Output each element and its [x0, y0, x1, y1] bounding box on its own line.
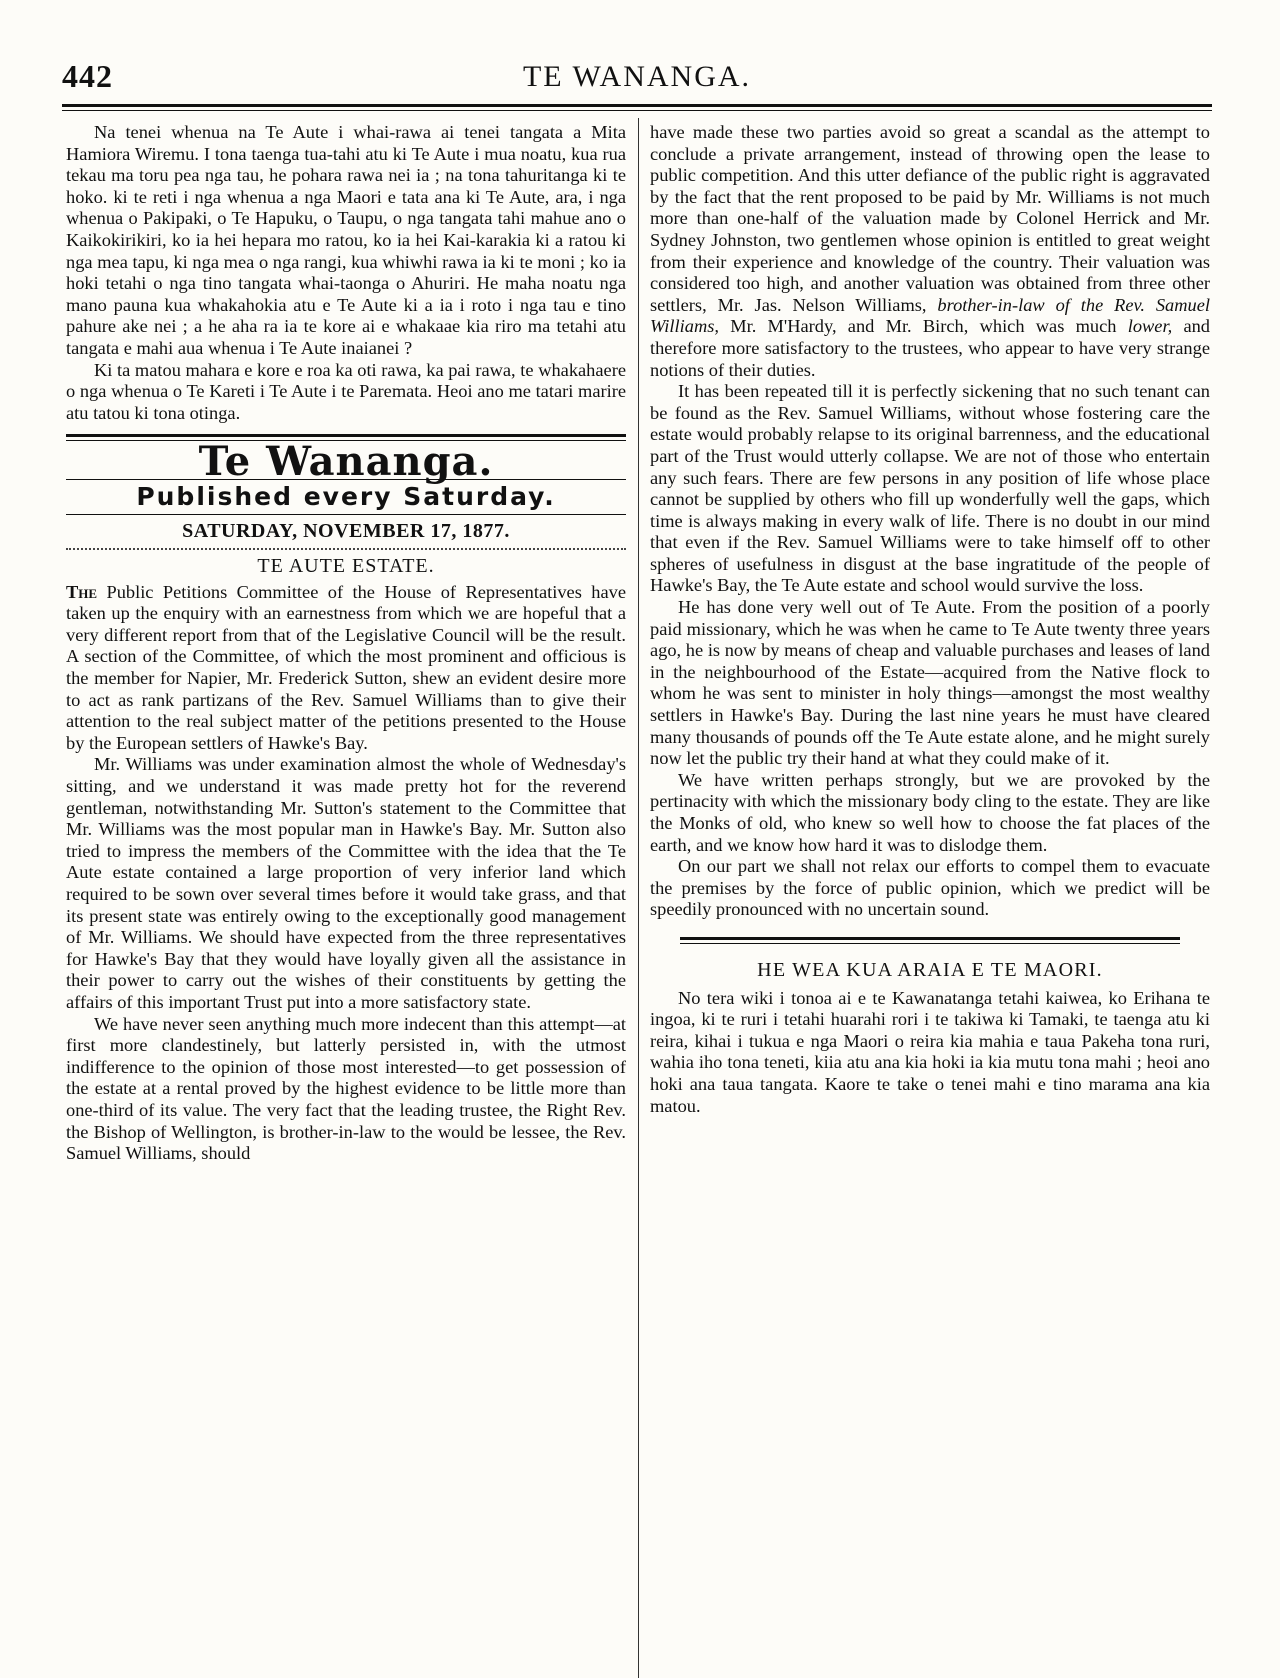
maori-paragraph-3: No tera wiki i tonoa ai e te Kawanatanga tetahi kaiwea, ko Erihana te ingoa, ki te ruri i tetahi huarahi rori i te takiwa ki Tamaki, te taenga atu ki reira, kihai i tukua e nga Maori o reira kia mahia e taua Pakeha tona ruri, wahia iho tona teneti, kiia atu ana kia hoki ia kia mutu tona mahi ; heoi ano hoki ana taua tangata. Kaore te take o tenei mahi e tino marama ana kia matou. — [650, 987, 1210, 1116]
right-paragraph-1-end: and therefore more satisfactory to the trustees, who appear to have very strange notions of their duties. — [650, 316, 1210, 380]
dateline-rule — [66, 548, 626, 550]
page-header — [62, 58, 1212, 98]
right-paragraph-4: We have written perhaps strongly, but we are provoked by the pertinacity with which the missionary body cling to the estate. They are like the Monks of old, who knew so well how to choose the fat places of the earth, and we know how hard it was to dislodge them. — [650, 769, 1210, 855]
published-line: Published every Saturday. — [136, 481, 556, 511]
header-rule — [62, 104, 1212, 111]
published-rule — [66, 514, 626, 515]
page-number: 442 — [62, 58, 113, 94]
right-section-title: HE WEA KUA ARAIA E TE MAORI. — [757, 958, 1103, 981]
right-paragraph-1 — [650, 122, 1210, 381]
right-paragraph-1-italic: brother-in-law of the Rev. Samuel Williams, — [650, 294, 1210, 337]
right-column — [650, 122, 1210, 1117]
masthead: Te Wananga. — [198, 438, 494, 486]
english-paragraph-3: We have never seen anything much more indecent than this attempt—at first more clandestinely, but latterly persisted in, with the utmost indifference to the opinion of those most interested—to get possession of the estate at a rental proved by the highest evidence to be little more than one-third of its value. The very fact that the leading trustee, the Right Rev. the Bishop of Wellington, is brother-in-law to the would be lessee, the Rev. Samuel Williams, should — [66, 1013, 626, 1164]
column-divider — [638, 118, 639, 1678]
right-section-rule — [680, 937, 1180, 944]
right-paragraph-1-mid: Mr. M'Hardy, and Mr. Birch, which was much — [730, 316, 1117, 337]
maori-paragraph-2: Ki ta matou mahara e kore e roa ka oti rawa, ka pai rawa, te whakahaere o nga whenua o Te Kareti i Te Aute i te Paremata. Heoi ano me tatari marire atu tatou ki tona otinga. — [66, 359, 626, 423]
english-paragraph-1 — [66, 582, 626, 755]
right-paragraph-2: It has been repeated till it is perfectly sickening that no such tenant can be found as the Rev. Samuel Williams, without whose fostering care the estate would probably relapse to its original barrenness, and the educational part of the Trust would utterly collapse. We are not of those who entertain any such fears. There are few persons in any position of life whose place cannot be supplied by others who fill up wonderfully well the gaps, which time is always making in every walk of life. There is no doubt in our mind that even if the Rev. Samuel Williams were to take himself off to other spheres of usefulness in disgust at the base ingratitude of the people of Hawke's Bay, the Te Aute estate and school would survive the loss. — [650, 381, 1210, 596]
maori-paragraph-1: Na tenei whenua na Te Aute i whai-rawa ai tenei tangata a Mita Hamiora Wiremu. I tona taenga tua-tahi atu ki Te Aute i mua noatu, kua rua tekau ma toru pea nga tau, he pohara rawa nei ia ; na tona tahuritanga ki te hoko. ki te reti i nga whenua a nga Maori e tata ana ki Te Aute, ara, i nga whenua o Pakipaki, o Te Hapuku, o Taupu, o nga tangata tahi mahue ano o Kaikokirikiri, ko ia hei hepara mo ratou, ko ia hei Kai-karakia ki a ratou ki nga mea tapu, ki nga mea o nga rangi, kua whiwhi rawa ia ki te moni ; ko ia hoki tetahi o nga tino tangata whai-taonga o Ahuriri. He maha noatu nga mano pauna kua whakahokia atu e Te Aute ki a ia i roto i nga tau e tino pahure ake nei ; a he aha ra ia te kore ai e whakaae kia riro ma tetahi atu tangata e mahi aua whenua i Te Aute inaianei ? — [66, 122, 626, 358]
right-paragraph-1-start: have made these two parties avoid so great a scandal as the attempt to conclude a private arrangement, instead of throwing open the lease to public competition. And this utter defiance of the public right is aggravated by the fact that the rent proposed to be paid by Mr. Williams is not much more than one-half of the valuation made by Colonel Herrick and Mr. Sydney Johnston, two gentlemen whose opinion is entitled to great weight from their experience and knowledge of the country. Their valuation was considered too high, and another valuation was obtained from three other settlers, Mr. Jas. Nelson Williams, — [650, 122, 1210, 315]
section-title: TE AUTE ESTATE. — [257, 555, 435, 578]
left-column — [66, 122, 626, 1165]
running-title: TE WANANGA. — [522, 60, 752, 93]
right-paragraph-1-lower: lower, — [1127, 316, 1173, 337]
right-paragraph-3: He has done very well out of Te Aute. From the position of a poorly paid missionary, which he was when he came to Te Aute twenty three years ago, he is now by means of cheap and valuable purchases and leases of land in the neighbourhood of the Estate—acquired from the Native flock to whom he was sent to minister in holy things—amongst the most wealthy settlers in Hawke's Bay. During the last nine years he must have cleared many thousands of pounds off the Te Aute estate alone, and he might surely now let the public try their hand at what they could make of it. — [650, 597, 1210, 769]
right-paragraph-5: On our part we shall not relax our efforts to compel them to evacuate the premises by the force of public opinion, which we predict will be speedily pronounced with no uncertain sound. — [650, 856, 1210, 920]
dateline: SATURDAY, NOVEMBER 17, 1877. — [182, 519, 510, 542]
english-paragraph-1-body: Public Petitions Committee of the House of Representatives have taken up the enquiry with an earnestness from which we are hopeful that a very different report from that of the Legislative Council will be the result. A section of the Committee, of which the most prominent and officious is the member for Napier, Mr. Frederick Sutton, shew an evident desire more to act as rank partizans of the Rev. Samuel Williams than to give their attention to the real subject matter of the petitions presented to the House by the European settlers of Hawke's Bay. — [66, 581, 626, 753]
english-paragraph-2: Mr. Williams was under examination almost the whole of Wednesday's sitting, and we understand it was made pretty hot for the reverend gentleman, notwithstanding Mr. Sutton's statement to the Committee that Mr. Williams was the most popular man in Hawke's Bay. Mr. Sutton also tried to impress the members of the Committee with the idea that the Te Aute estate contained a large proportion of very inferior land which required to be sown over several times before it would take grass, and that its present state was entirely owing to the exceptionally good management of Mr. Williams. We should have expected from the three representatives for Hawke's Bay that they would have loyally given all the assistance in their power to carry out the wishes of their constituents by getting the affairs of this important Trust put into a more satisfactory state. — [66, 754, 626, 1012]
lead-word: The — [66, 581, 98, 602]
